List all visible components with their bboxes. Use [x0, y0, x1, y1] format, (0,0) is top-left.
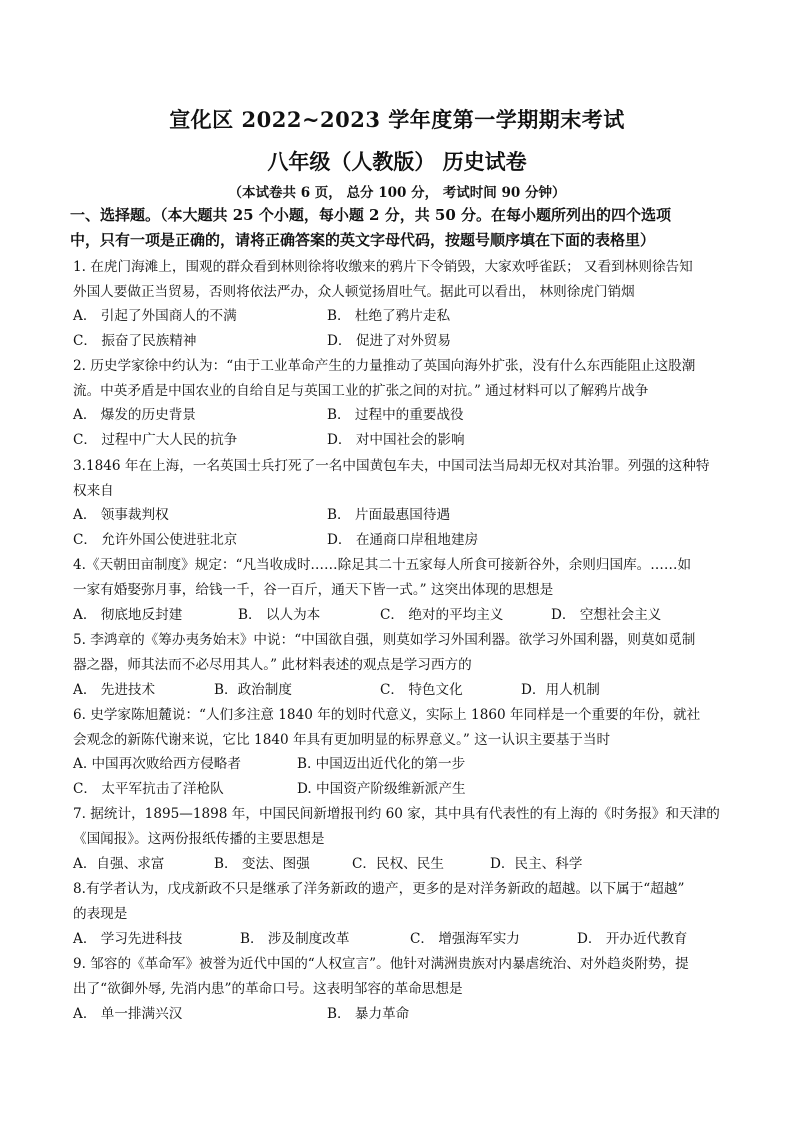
- q7-option-c: C．民权、民生: [352, 856, 444, 872]
- q3-option-a: A． 领事裁判权: [73, 507, 169, 523]
- q2-stem-line2: 流。中英矛盾是中国农业的自给自足与英国工业的扩张之间的对抗。” 通过材料可以了解鸦片战争: [73, 383, 649, 399]
- q3-option-d: D． 在通商口岸租地建房: [327, 532, 479, 548]
- q7-option-d: D．民主、科学: [490, 856, 583, 872]
- q9-stem-line2: 出了“欲御外辱, 先消内患”的革命口号。这表明邹容的革命思想是: [73, 981, 463, 997]
- q1-stem-line1: 1. 在虎门海滩上，围观的群众看到林则徐将收缴来的鸦片下令销毁，大家欢呼雀跃； 又看到林则徐告知: [73, 259, 693, 275]
- exam-title: 宣化区 2022~2023 学年度第一学期期末考试: [169, 107, 625, 132]
- q8-option-a: A． 学习先进科技: [73, 931, 183, 947]
- q7-option-b: B． 变法、图强: [214, 856, 310, 872]
- q9-option-a: A． 单一排满兴汉: [73, 1006, 183, 1022]
- q3-stem-line1: 3.1846 年在上海，一名英国士兵打死了一名中国黄包车夫，中国司法当局却无权对其治罪。列强的这种特: [73, 458, 710, 474]
- exam-note: （本试卷共 6 页， 总分 100 分， 考试时间 90 分钟）: [228, 185, 566, 201]
- q5-option-d: D．用人机制: [521, 682, 600, 698]
- q8-option-d: D． 开办近代教育: [577, 931, 688, 947]
- q2-option-b: B． 过程中的重要战役: [327, 407, 464, 423]
- q2-option-c: C． 过程中广大人民的抗争: [73, 432, 238, 448]
- q2-option-a: A． 爆发的历史背景: [73, 407, 196, 423]
- q4-option-b: B． 以人为本: [238, 607, 321, 623]
- q7-stem-line2: 《国闻报》。这两份报纸传播的主要思想是: [73, 831, 325, 847]
- q7-stem-line1: 7. 据统计，1895—1898 年，中国民间新增报刊约 60 家，其中具有代表性的有上海的《时务报》和天津的: [73, 806, 720, 822]
- q4-option-d: D． 空想社会主义: [551, 607, 662, 623]
- q6-option-d: D. 中国资产阶级维新派产生: [297, 781, 466, 797]
- q8-stem-line1: 8.有学者认为，戊戌新政不只是继承了洋务新政的遗产，更多的是对洋务新政的超越。以下属于“超越”: [73, 881, 685, 897]
- q7-option-a: A．自强、求富: [73, 856, 165, 872]
- q6-option-c: C． 太平军抗击了洋枪队: [73, 781, 224, 797]
- q3-stem-line2: 权来自: [73, 483, 114, 499]
- section-heading-line2: 中，只有一项是正确的，请将正确答案的英文字母代码，按题号顺序填在下面的表格里）: [70, 231, 656, 249]
- exam-subtitle: 八年级（人教版） 历史试卷: [267, 149, 527, 174]
- q4-option-c: C． 绝对的平均主义: [380, 607, 504, 623]
- q6-option-a: A. 中国再次败给西方侵略者: [73, 756, 241, 772]
- q5-stem-line2: 器之器，师其法而不必尽用其人。” 此材料表述的观点是学习西方的: [73, 657, 472, 673]
- q4-option-a: A． 彻底地反封建: [73, 607, 183, 623]
- q4-stem-line2: 一家有婚娶弥月事，给钱一千，谷一百斤，通天下皆一式。” 这突出体现的思想是: [73, 582, 554, 598]
- q2-option-d: D． 对中国社会的影响: [327, 432, 465, 448]
- q3-option-b: B． 片面最惠国待遇: [327, 507, 451, 523]
- q5-stem-line1: 5. 李鸿章的《筹办夷务始末》中说：“中国欲自强，则莫如学习外国利器。欲学习外国利器，则莫如觅制: [73, 632, 696, 648]
- q3-option-c: C． 允许外国公使进驻北京: [73, 532, 238, 548]
- q9-option-b: B． 暴力革命: [327, 1006, 410, 1022]
- q6-stem-line2: 会观念的新陈代谢来说，它比 1840 年具有更加明显的标界意义。” 这一认识主要基于当时: [73, 732, 611, 748]
- q5-option-b: B．政治制度: [214, 682, 292, 698]
- q8-option-b: B． 涉及制度改革: [240, 931, 350, 947]
- q4-stem-line1: 4.《天朝田亩制度》规定：“凡当收成时……除足其二十五家每人所食可接新谷外，余则归国库。……如: [73, 557, 692, 573]
- q8-option-c: C． 增强海军实力: [410, 931, 520, 947]
- q1-option-c: C． 振奋了民族精神: [73, 333, 197, 349]
- q2-stem-line1: 2. 历史学家徐中约认为：“由于工业革命产生的力量推动了英国向海外扩张，没有什么东西能阻止这股潮: [73, 358, 696, 374]
- q5-option-a: A． 先进技术: [73, 682, 156, 698]
- q6-option-b: B. 中国迈出近代化的第一步: [297, 756, 466, 772]
- q8-stem-line2: 的表现是: [73, 906, 128, 922]
- q1-stem-line2: 外国人要做正当贸易，否则将依法严办，众人顿觉扬眉吐气。据此可以看出， 林则徐虎门销烟: [73, 284, 635, 300]
- q1-option-b: B． 杜绝了鸦片走私: [327, 308, 451, 324]
- q1-option-a: A． 引起了外国商人的不满: [73, 308, 237, 324]
- q9-stem-line1: 9. 邹容的《革命军》被誉为近代中国的“人权宣言”。他针对满洲贵族对内暴虐统治、对外趋炎附势，提: [73, 956, 689, 972]
- q5-option-c: C． 特色文化: [380, 682, 463, 698]
- q6-stem-line1: 6. 史学家陈旭麓说：“人们多注意 1840 年的划时代意义，实际上 1860 年同样是一个重要的年份，就社: [73, 707, 701, 723]
- section-heading-line1: 一、选择题。（本大题共 25 个小题，每小题 2 分，共 50 分。在每小题所列出的四个选项: [70, 206, 672, 224]
- q1-option-d: D． 促进了对外贸易: [327, 333, 451, 349]
